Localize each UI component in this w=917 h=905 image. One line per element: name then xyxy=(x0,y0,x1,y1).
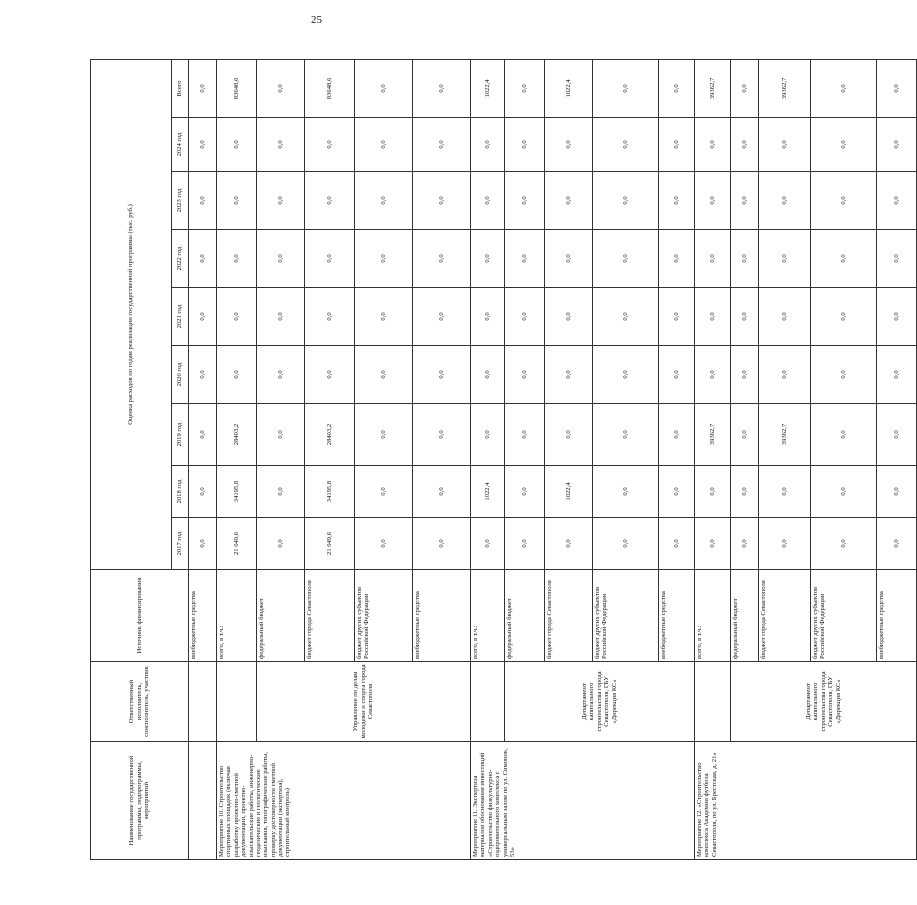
amount-cell: 0,0 xyxy=(593,466,659,518)
amount-cell: 0,0 xyxy=(731,466,759,518)
amount-cell: 0,0 xyxy=(257,172,305,230)
amount-cell: 0,0 xyxy=(659,518,695,570)
header-estimate: Оценка расходов по годам реализации государственной программы (тыс. руб.) xyxy=(91,59,172,569)
source-cell: всего, в т.ч.: xyxy=(695,570,731,662)
budget-table-sheet xyxy=(90,60,900,860)
source-cell: внебюджетные средства xyxy=(413,570,471,662)
amount-cell: 0,0 xyxy=(471,172,505,230)
responsible-cell xyxy=(189,662,217,742)
amount-cell: 0,0 xyxy=(811,230,877,288)
amount-cell: 0,0 xyxy=(731,404,759,466)
header-year: 2022 год xyxy=(172,230,189,288)
amount-cell: 0,0 xyxy=(695,230,731,288)
amount-cell: 0,0 xyxy=(731,346,759,404)
amount-cell: 0,0 xyxy=(545,346,593,404)
amount-cell: 0,0 xyxy=(189,404,217,466)
amount-cell: 0,0 xyxy=(471,346,505,404)
amount-cell: 0,0 xyxy=(217,346,257,404)
amount-cell: 0,0 xyxy=(505,404,545,466)
amount-cell: 0,0 xyxy=(505,288,545,346)
header-year: 2020 год xyxy=(172,346,189,404)
amount-cell: 34195,8 xyxy=(305,466,355,518)
table-row xyxy=(471,59,505,859)
amount-cell: 0,0 xyxy=(355,118,413,172)
responsible-cell: Управление по делам молодежи и спорта города Севастополя xyxy=(257,662,471,742)
responsible-cell: Департамент капитального строительства города Севастополя, ГБУ «Дирекция КС» xyxy=(731,662,917,742)
amount-cell: 1022,4 xyxy=(471,466,505,518)
amount-cell: 39362,7 xyxy=(759,404,811,466)
header-name: Наименование государственной программы, подпрограммы, мероприятий xyxy=(91,742,189,860)
amount-cell: 0,0 xyxy=(759,288,811,346)
source-cell: федеральный бюджет xyxy=(505,570,545,662)
amount-cell: 0,0 xyxy=(471,288,505,346)
amount-cell: 0,0 xyxy=(505,230,545,288)
amount-cell: 0,0 xyxy=(877,172,917,230)
table-row xyxy=(695,59,731,859)
amount-cell: 0,0 xyxy=(413,404,471,466)
amount-cell: 0,0 xyxy=(189,59,217,117)
amount-cell: 1022,4 xyxy=(471,59,505,117)
amount-cell: 0,0 xyxy=(413,466,471,518)
amount-cell: 0,0 xyxy=(759,172,811,230)
amount-cell: 0,0 xyxy=(217,118,257,172)
amount-cell: 0,0 xyxy=(731,518,759,570)
amount-cell: 0,0 xyxy=(545,404,593,466)
header-year: 2018 год xyxy=(172,466,189,518)
amount-cell: 0,0 xyxy=(505,59,545,117)
amount-cell: 0,0 xyxy=(471,518,505,570)
source-cell: бюджет других субъектов Российской Федерации xyxy=(593,570,659,662)
amount-cell: 0,0 xyxy=(731,288,759,346)
amount-cell: 0,0 xyxy=(877,230,917,288)
amount-cell: 21 049,6 xyxy=(217,518,257,570)
amount-cell: 0,0 xyxy=(413,59,471,117)
amount-cell: 0,0 xyxy=(731,118,759,172)
amount-cell: 1022,4 xyxy=(545,59,593,117)
amount-cell: 0,0 xyxy=(811,172,877,230)
amount-cell: 0,0 xyxy=(189,518,217,570)
amount-cell: 0,0 xyxy=(659,59,695,117)
amount-cell: 0,0 xyxy=(355,59,413,117)
responsible-cell xyxy=(217,662,257,742)
amount-cell: 0,0 xyxy=(413,230,471,288)
amount-cell: 1022,4 xyxy=(545,466,593,518)
amount-cell: 0,0 xyxy=(189,288,217,346)
amount-cell: 0,0 xyxy=(257,59,305,117)
amount-cell: 0,0 xyxy=(811,518,877,570)
amount-cell: 0,0 xyxy=(355,172,413,230)
amount-cell: 0,0 xyxy=(305,118,355,172)
amount-cell: 83648,6 xyxy=(305,59,355,117)
budget-table xyxy=(90,59,917,860)
amount-cell: 0,0 xyxy=(545,172,593,230)
amount-cell: 0,0 xyxy=(189,466,217,518)
amount-cell: 0,0 xyxy=(257,288,305,346)
amount-cell: 0,0 xyxy=(471,404,505,466)
amount-cell: 0,0 xyxy=(257,404,305,466)
amount-cell: 0,0 xyxy=(811,346,877,404)
amount-cell: 0,0 xyxy=(695,346,731,404)
amount-cell: 0,0 xyxy=(759,466,811,518)
source-cell: федеральный бюджет xyxy=(257,570,305,662)
amount-cell: 0,0 xyxy=(217,230,257,288)
responsible-cell: Департамент капитального строительства города Севастополя, ГБУ «Дирекция КС» xyxy=(505,662,695,742)
amount-cell: 0,0 xyxy=(505,466,545,518)
amount-cell: 0,0 xyxy=(659,118,695,172)
amount-cell: 0,0 xyxy=(877,346,917,404)
amount-cell: 0,0 xyxy=(505,518,545,570)
amount-cell: 0,0 xyxy=(413,288,471,346)
amount-cell: 0,0 xyxy=(877,288,917,346)
amount-cell: 0,0 xyxy=(217,172,257,230)
amount-cell: 0,0 xyxy=(545,518,593,570)
amount-cell: 0,0 xyxy=(217,288,257,346)
amount-cell: 0,0 xyxy=(695,118,731,172)
amount-cell: 0,0 xyxy=(189,118,217,172)
source-cell: бюджет города Севастополя xyxy=(759,570,811,662)
amount-cell: 0,0 xyxy=(593,59,659,117)
amount-cell: 0,0 xyxy=(811,118,877,172)
amount-cell: 0,0 xyxy=(355,518,413,570)
header-year: 2019 год xyxy=(172,404,189,466)
amount-cell: 0,0 xyxy=(305,172,355,230)
amount-cell: 21 049,6 xyxy=(305,518,355,570)
measure-name: Мероприятие 11. Экспертиза материалов обоснования инвестиций «Строительство физкультурно-оздоровительного комплекса с универсальным залом по ул. Симонок, 53» xyxy=(471,742,695,860)
amount-cell: 0,0 xyxy=(695,518,731,570)
source-cell: бюджет других субъектов Российской Федерации xyxy=(355,570,413,662)
amount-cell: 0,0 xyxy=(731,59,759,117)
amount-cell: 0,0 xyxy=(545,288,593,346)
responsible-cell xyxy=(471,662,505,742)
amount-cell: 0,0 xyxy=(257,518,305,570)
table-row xyxy=(505,59,545,859)
measure-name: Мероприятие 12. «Строительство комплекса Академии футбола Севастополя, по ул. Брестская, д. 21» xyxy=(695,742,917,860)
amount-cell: 0,0 xyxy=(877,118,917,172)
amount-cell: 0,0 xyxy=(413,346,471,404)
header-source: Источник финансирования xyxy=(91,570,189,662)
amount-cell: 0,0 xyxy=(593,518,659,570)
amount-cell: 0,0 xyxy=(471,230,505,288)
amount-cell: 0,0 xyxy=(355,230,413,288)
amount-cell: 0,0 xyxy=(189,230,217,288)
name-cell xyxy=(189,742,217,860)
header-year: 2024 год xyxy=(172,118,189,172)
amount-cell: 0,0 xyxy=(759,346,811,404)
table-row xyxy=(217,59,257,859)
amount-cell: 0,0 xyxy=(759,118,811,172)
header-year: Всего xyxy=(172,59,189,117)
amount-cell: 0,0 xyxy=(731,172,759,230)
amount-cell: 39362,7 xyxy=(759,59,811,117)
amount-cell: 0,0 xyxy=(811,59,877,117)
amount-cell: 28403,2 xyxy=(217,404,257,466)
amount-cell: 0,0 xyxy=(593,172,659,230)
amount-cell: 0,0 xyxy=(759,518,811,570)
table-row xyxy=(257,59,305,859)
amount-cell: 0,0 xyxy=(811,288,877,346)
amount-cell: 0,0 xyxy=(413,518,471,570)
amount-cell: 0,0 xyxy=(257,230,305,288)
amount-cell: 0,0 xyxy=(505,172,545,230)
source-cell: бюджет других субъектов Российской Федерации xyxy=(811,570,877,662)
amount-cell: 0,0 xyxy=(189,172,217,230)
amount-cell: 0,0 xyxy=(257,346,305,404)
amount-cell: 0,0 xyxy=(189,346,217,404)
source-cell: внебюджетные средства xyxy=(659,570,695,662)
amount-cell: 0,0 xyxy=(731,230,759,288)
responsible-cell xyxy=(695,662,731,742)
amount-cell: 0,0 xyxy=(759,230,811,288)
header-year: 2021 год xyxy=(172,288,189,346)
source-cell: всего, в т.ч.: xyxy=(471,570,505,662)
amount-cell: 34195,8 xyxy=(217,466,257,518)
amount-cell: 0,0 xyxy=(593,118,659,172)
amount-cell: 83648,6 xyxy=(217,59,257,117)
amount-cell: 0,0 xyxy=(505,118,545,172)
amount-cell: 0,0 xyxy=(877,466,917,518)
source-cell: бюджет города Севастополя xyxy=(305,570,355,662)
amount-cell: 0,0 xyxy=(545,230,593,288)
source-cell: внебюджетные средства xyxy=(877,570,917,662)
amount-cell: 0,0 xyxy=(877,518,917,570)
amount-cell: 0,0 xyxy=(257,118,305,172)
source-cell: всего, в т.ч.: xyxy=(217,570,257,662)
amount-cell: 0,0 xyxy=(659,346,695,404)
amount-cell: 0,0 xyxy=(305,230,355,288)
header-responsible: Ответственный исполнитель, соисполнитель, участник xyxy=(91,662,189,742)
amount-cell: 0,0 xyxy=(877,404,917,466)
amount-cell: 0,0 xyxy=(413,118,471,172)
header-year: 2023 год xyxy=(172,172,189,230)
amount-cell: 0,0 xyxy=(695,466,731,518)
source-cell: федеральный бюджет xyxy=(731,570,759,662)
header-year: 2017 год xyxy=(172,518,189,570)
amount-cell: 39362,7 xyxy=(695,404,731,466)
amount-cell: 0,0 xyxy=(355,288,413,346)
amount-cell: 0,0 xyxy=(593,288,659,346)
amount-cell: 0,0 xyxy=(505,346,545,404)
amount-cell: 0,0 xyxy=(471,118,505,172)
amount-cell: 0,0 xyxy=(257,466,305,518)
amount-cell: 0,0 xyxy=(355,466,413,518)
amount-cell: 0,0 xyxy=(593,346,659,404)
amount-cell: 0,0 xyxy=(545,118,593,172)
amount-cell: 39362,7 xyxy=(695,59,731,117)
amount-cell: 0,0 xyxy=(355,346,413,404)
amount-cell: 0,0 xyxy=(811,404,877,466)
amount-cell: 0,0 xyxy=(659,288,695,346)
amount-cell: 0,0 xyxy=(659,230,695,288)
amount-cell: 0,0 xyxy=(355,404,413,466)
amount-cell: 0,0 xyxy=(593,230,659,288)
amount-cell: 0,0 xyxy=(877,59,917,117)
measure-name: Мероприятие 10. Строительство спортивных площадок (включая разработку проектно-сметной документации, проектно-изыскательские работы, инженерно-геодезические и геологические изыскания, топографические работы, проверку достоверности сметной документации (экспертиза), строительный контроль) xyxy=(217,742,471,860)
table-row xyxy=(189,59,217,859)
source-cell: бюджет города Севастополя xyxy=(545,570,593,662)
amount-cell: 28403,2 xyxy=(305,404,355,466)
amount-cell: 0,0 xyxy=(811,466,877,518)
amount-cell: 0,0 xyxy=(593,404,659,466)
amount-cell: 0,0 xyxy=(305,288,355,346)
amount-cell: 0,0 xyxy=(695,288,731,346)
source-cell: внебюджетные средства xyxy=(189,570,217,662)
amount-cell: 0,0 xyxy=(659,404,695,466)
page-number: 25 xyxy=(311,14,322,26)
amount-cell: 0,0 xyxy=(659,172,695,230)
table-row xyxy=(731,59,759,859)
amount-cell: 0,0 xyxy=(305,346,355,404)
amount-cell: 0,0 xyxy=(413,172,471,230)
amount-cell: 0,0 xyxy=(695,172,731,230)
amount-cell: 0,0 xyxy=(659,466,695,518)
